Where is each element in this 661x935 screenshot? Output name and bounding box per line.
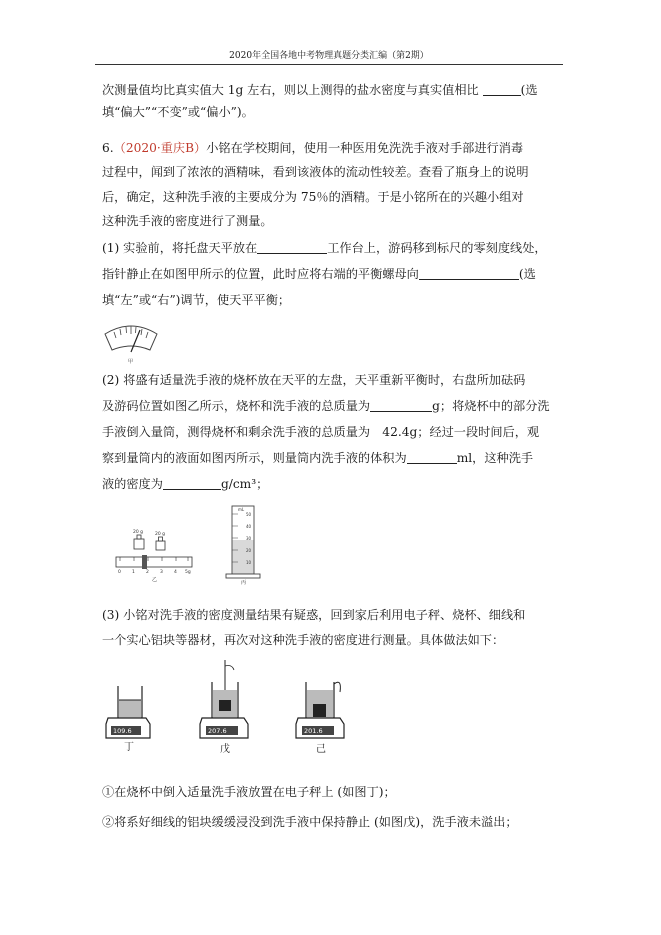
ruler-tick-0: 0	[118, 570, 121, 575]
weight-1	[133, 529, 144, 549]
part1-text-a: (1) 实验前，将托盘天平放在	[102, 241, 258, 255]
step-2: ②将系好细线的铝块缓缓浸没到洗手液中保持静止 (如图戊)，洗手液未溢出；	[102, 815, 518, 829]
ji-reading: 201.6	[304, 727, 323, 735]
part2-text-c: 察到量筒内的液面如图丙所示，则量筒内洗手液的体积为	[102, 451, 407, 465]
rider	[142, 555, 147, 569]
figure-ding-label: 丁	[124, 742, 134, 752]
ji-thread	[334, 682, 340, 692]
figure-wu-scale	[198, 660, 252, 754]
cylinder-tick-50: 50	[246, 512, 252, 517]
ding-liquid	[119, 700, 141, 717]
figure-jia-label: 甲	[128, 359, 134, 365]
figure-ji-scale	[294, 676, 350, 754]
ji-aluminum-block	[313, 704, 326, 717]
answer-blank-worktable[interactable]	[257, 240, 327, 254]
weight-2	[155, 531, 165, 550]
part2-text-f: g/cm³；	[220, 477, 269, 491]
intro-text-b: (选	[520, 83, 538, 97]
ruler-tick-5: 5g	[185, 570, 191, 575]
ruler-tick-4: 4	[174, 570, 177, 575]
answer-blank-balance-nut[interactable]	[419, 266, 519, 280]
part1-text-b: 工作台上，游码移到标尺的零刻度线处，	[327, 241, 547, 255]
figure-yi-label: 乙	[152, 577, 158, 583]
answer-blank-density-compare[interactable]	[483, 82, 521, 96]
cylinder-liquid	[233, 540, 254, 574]
part2-line-4	[102, 446, 572, 471]
figure-wu-label: 戊	[220, 744, 230, 754]
answer-blank-density[interactable]	[163, 476, 221, 490]
answer-blank-volume[interactable]	[407, 450, 457, 464]
part2-line-5	[102, 472, 572, 497]
weight-1-label: 20 g	[133, 530, 144, 535]
cylinder-unit: mL	[238, 507, 245, 512]
cylinder-tick-20: 20	[246, 548, 252, 553]
cylinder-tick-10: 10	[246, 560, 252, 565]
question-number: 6.	[102, 141, 114, 155]
figure-bing-label: 丙	[241, 580, 247, 586]
figure-yi-weights-ruler	[112, 525, 198, 583]
part3-line-1: (3) 小铭对洗手液的密度测量结果有疑惑，回到家后利用电子秤、烧杯、细线和	[102, 608, 526, 622]
answer-blank-total-mass[interactable]	[370, 398, 432, 412]
weight-2-label: 20 g	[155, 532, 166, 537]
figure-ding-scale	[100, 680, 154, 752]
question-6-line-1	[102, 136, 572, 161]
part1-text-c: 指针静止在如图甲所示的位置，此时应将右端的平衡螺母向	[102, 267, 419, 281]
cylinder-tick-30: 30	[246, 536, 252, 541]
question-source: （2020·重庆B）	[113, 141, 207, 155]
figure-ji-label: 己	[316, 744, 326, 754]
part1-text-d: (选	[518, 267, 536, 281]
figure-jia-balance-dial	[100, 318, 162, 366]
part2-text-a: 及游码位置如图乙所示，烧杯和洗手液的总质量为	[102, 399, 371, 413]
ruler-tick-3: 3	[160, 570, 163, 575]
question-6-line-3: 后，确定，这种洗手液的主要成分为 75％的酒精。于是小铭所在的兴趣小组对	[102, 190, 524, 204]
question-text: 小铭在学校期间，使用一种医用免洗洗手液对手部进行消毒	[206, 141, 524, 155]
ding-reading: 109.6	[113, 727, 132, 735]
wu-aluminum-block	[219, 700, 231, 711]
part2-line-2	[102, 394, 572, 419]
part1-line-1	[102, 236, 572, 261]
question-6-line-4: 这种洗手液的密度进行了测量。	[102, 214, 273, 228]
part2-text-e: 液的密度为	[102, 477, 163, 491]
part3-line-2: 一个实心铝块等器材，再次对这种洗手液的密度进行测量。具体做法如下：	[102, 633, 505, 647]
page-header: 2020年全国各地中考物理真题分类汇编（第2期）	[95, 48, 563, 65]
ruler-tick-2: 2	[146, 570, 149, 575]
part2-text-d: ml，这种洗手	[456, 451, 534, 465]
figure-bing-cylinder	[220, 500, 266, 586]
part1-line-3: 填“左”或“右”)调节，使天平平衡；	[102, 293, 291, 307]
part1-line-2	[102, 262, 572, 287]
intro-text-a: 次测量值均比真实值大 1g 左右，则以上测得的盐水密度与真实值相比	[102, 83, 479, 97]
wu-reading: 207.6	[208, 727, 227, 735]
cylinder-tick-40: 40	[246, 524, 252, 529]
part2-line-1: (2) 将盛有适量洗手液的烧杯放在天平的左盘，天平重新平衡时，右盘所加砝码	[102, 373, 526, 387]
question-6-line-2: 过程中，闻到了浓浓的酒精味，看到该液体的流动性较差。查看了瓶身上的说明	[102, 165, 529, 179]
ruler-tick-1: 1	[132, 570, 135, 575]
part2-line-3: 手液倒入量筒，测得烧杯和剩余洗手液的总质量为 42.4g；经过一段时间后，观	[102, 425, 540, 439]
intro-line-2: 填“偏大”“不变”或“偏小”)。	[102, 105, 254, 119]
rider-scale	[116, 557, 192, 567]
step-1: ①在烧杯中倒入适量洗手液放置在电子秤上 (如图丁)；	[102, 785, 396, 799]
part2-text-b: g；将烧杯中的部分洗	[432, 399, 550, 413]
